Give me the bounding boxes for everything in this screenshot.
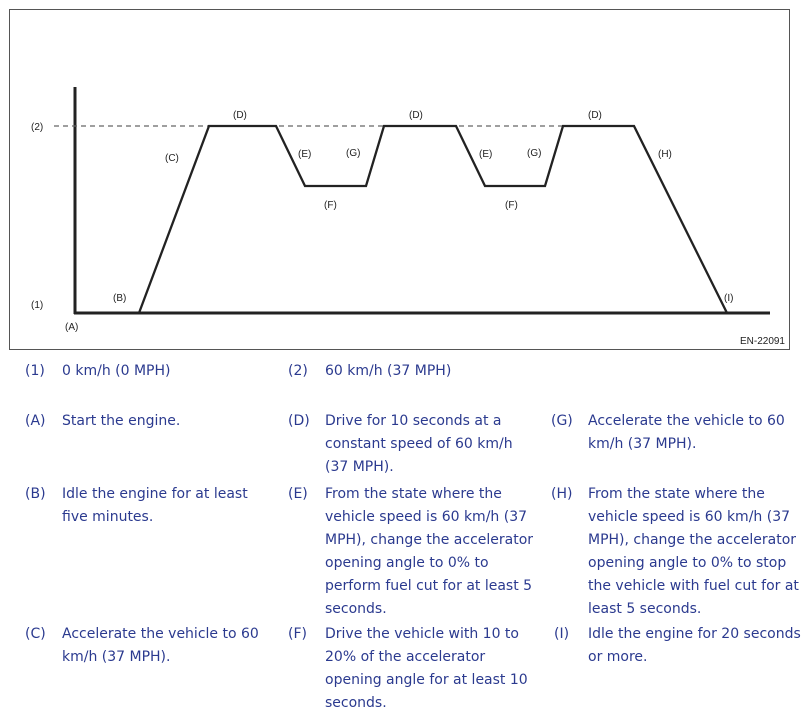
legend-key: (D) <box>288 413 310 429</box>
legend-item-g <box>551 410 806 460</box>
legend-text: From the state where the vehicle speed is 60 km/h (37 MPH), change the accelerator opening angle to 0% to perform fuel cut for at least 5 seconds. <box>325 486 534 617</box>
legend-key: (E) <box>288 486 308 502</box>
legend-item-e <box>288 483 543 623</box>
legend-item-h <box>551 483 806 623</box>
drive-cycle-diagram <box>9 9 790 350</box>
segment-d2-label: (D) <box>409 110 423 121</box>
segment-g2-label: (G) <box>527 148 542 159</box>
legend-text: Accelerate the vehicle to 60 km/h (37 MPH). <box>62 626 259 665</box>
segment-c-label: (C) <box>165 153 179 164</box>
legend-item-c <box>25 623 275 673</box>
segment-b-label: (B) <box>113 293 127 304</box>
legend-item-i <box>551 623 806 673</box>
figure-id: EN-22091 <box>739 336 785 347</box>
speed-1-marker: (1) <box>31 300 44 311</box>
segment-f1-label: (F) <box>324 200 337 211</box>
legend-key: (F) <box>288 626 307 642</box>
segment-d3-label: (D) <box>588 110 602 121</box>
segment-i-label: (I) <box>724 293 734 304</box>
legend-key: (A) <box>25 413 46 429</box>
legend-text: Idle the engine for at least five minutes. <box>62 486 248 525</box>
legend-item-d <box>288 410 538 480</box>
legend-key: (C) <box>25 626 46 642</box>
segment-e1-label: (E) <box>298 149 312 160</box>
legend-text: 60 km/h (37 MPH) <box>325 363 452 379</box>
legend-text: Idle the engine for 20 seconds or more. <box>588 626 801 665</box>
legend-item-b <box>25 483 275 533</box>
legend-key: (G) <box>551 413 573 429</box>
start-marker: (A) <box>65 322 79 333</box>
diagram-canvas <box>10 10 791 351</box>
segment-g1-label: (G) <box>346 148 361 159</box>
legend-item-f <box>288 623 543 716</box>
legend-text: Start the engine. <box>62 413 181 429</box>
legend-key: (I) <box>554 626 570 642</box>
legend-key: (B) <box>25 486 46 502</box>
speed-2-marker: (2) <box>31 122 44 133</box>
segment-d1-label: (D) <box>233 110 247 121</box>
segment-e2-label: (E) <box>479 149 493 160</box>
legend-text: Drive for 10 seconds at a constant speed of 60 km/h (37 MPH). <box>325 413 513 475</box>
legend-key: (1) <box>25 363 45 379</box>
legend-text: 0 km/h (0 MPH) <box>62 363 171 379</box>
legend-item-a <box>25 410 275 460</box>
segment-h-label: (H) <box>658 149 672 160</box>
legend-text: From the state where the vehicle speed is 60 km/h (37 MPH), change the accelerator opening angle to 0% to stop the vehicle with fuel cut for at least 5 seconds. <box>588 486 799 617</box>
legend-speed-1 <box>25 360 275 384</box>
segment-f2-label: (F) <box>505 200 518 211</box>
legend-speed-2 <box>288 360 538 384</box>
legend-key: (H) <box>551 486 573 502</box>
legend-text: Accelerate the vehicle to 60 km/h (37 MPH). <box>588 413 785 452</box>
legend-key: (2) <box>288 363 308 379</box>
legend-text: Drive the vehicle with 10 to 20% of the accelerator opening angle for at least 10 seconds. <box>325 626 528 711</box>
